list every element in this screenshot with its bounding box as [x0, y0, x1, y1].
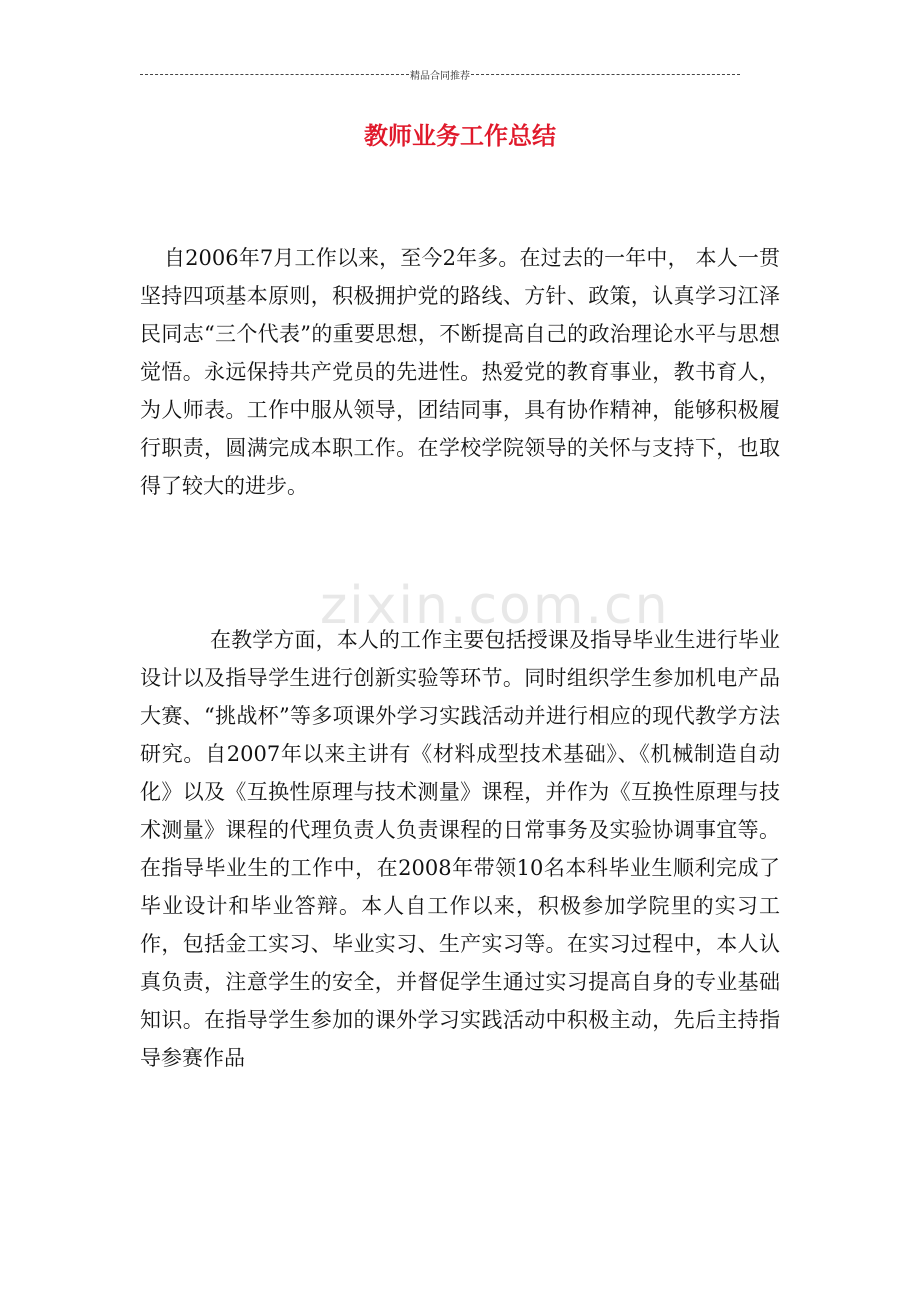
- header-label: 精品合同推荐: [410, 70, 470, 82]
- header-dash-right: [471, 74, 740, 75]
- header-dash-left: [140, 74, 409, 75]
- document-title: 教师业务工作总结: [364, 121, 556, 150]
- header-rule: [140, 66, 740, 82]
- paragraph-2: 在教学方面，本人的工作主要包括授课及指导毕业生进行毕业设计以及指导学生进行创新实验等环节。同时组织学生参加机电产品大赛、“挑战杯”等多项课外学习实践活动并进行相应的现代教学方法研究。自2007年以来主讲有《材料成型技术基础》、《机械制造自动化》以及《互换性原理与技术测量》课程，并作为《互换性原理与技术测量》课程的代理负责人负责课程的日常事务及实验协调事宜等。在指导毕业生的工作中，在2008年带领10名本科毕业生顺利完成了毕业设计和毕业答辩。本人自工作以来，积极参加学院里的实习工作，包括金工实习、毕业实习、生产实习等。在实习过程中，本人认真负责，注意学生的安全，并督促学生通过实习提高自身的专业基础知识。在指导学生参加的课外学习实践活动中积极主动，先后主持指导参赛作品: [140, 628, 780, 1070]
- paragraph-1: 自2006年7月工作以来，至今2年多。在过去的一年中， 本人一贯坚持四项基本原则，积极拥护党的路线、方针、政策，认真学习江泽民同志“三个代表”的重要思想，不断提高自己的政治理论水平与思想觉悟。永远保持共产党员的先进性。热爱党的教育事业，教书育人，为人师表。工作中服从领导，团结同事，具有协作精神，能够积极履行职责，圆满完成本职工作。在学校学院领导的关怀与支持下，也取得了较大的进步。: [140, 246, 780, 498]
- watermark: zixin.com.cn: [320, 576, 670, 636]
